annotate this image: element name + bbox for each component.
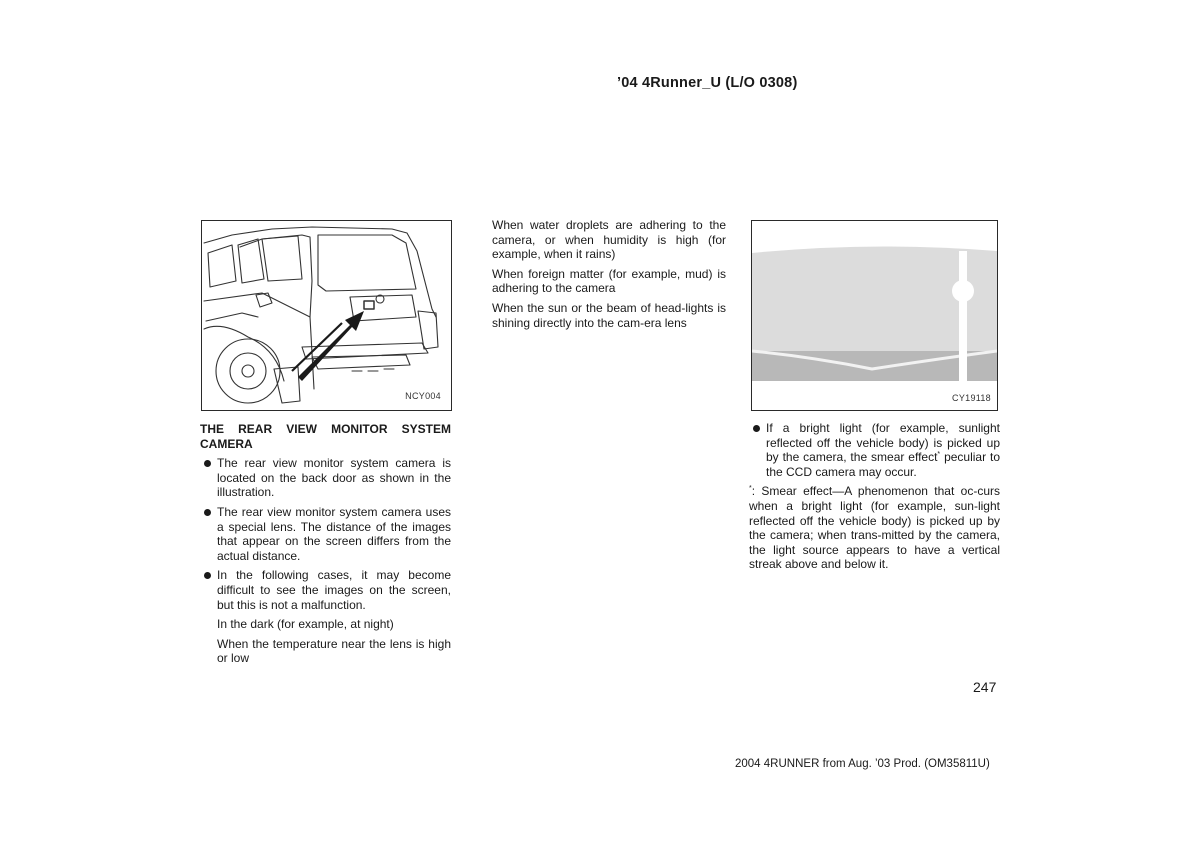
list-item: In the following cases, it may become difficult to see the images on the screen, but this is not a malfunction.: [200, 568, 451, 612]
page-header: ’04 4Runner_U (L/O 0308): [617, 75, 798, 91]
smear-effect-drawing: [752, 221, 997, 410]
left-column: [200, 422, 451, 671]
list-item: If a bright light (for example, sunlight reflected off the vehicle body) is picked up by the camera, the smear effect* peculiar to the CCD camera may occur.: [749, 421, 1000, 479]
section-heading: THE REAR VIEW MONITOR SYSTEM CAMERA: [200, 422, 451, 451]
bullet-icon: [204, 572, 211, 579]
bullet-icon: [753, 425, 760, 432]
case-item: When the temperature near the lens is high or low: [217, 636, 451, 666]
case-item: In the dark (for example, at night): [217, 617, 394, 632]
figure-code: NCY004: [405, 391, 441, 402]
footnote-mark: *: [749, 485, 752, 493]
page-footer: 2004 4RUNNER from Aug. ’03 Prod. (OM35811U): [735, 758, 990, 770]
footnote-reference: *: [937, 451, 941, 459]
vehicle-rear-drawing: [202, 221, 451, 410]
page-number: 247: [973, 679, 997, 695]
right-column: [749, 421, 1000, 577]
case-item: When the sun or the beam of head-lights is shining directly into the cam-era lens: [492, 300, 726, 330]
middle-column: [492, 218, 726, 335]
figure-code: CY19118: [952, 393, 991, 404]
case-item: When foreign matter (for example, mud) is adhering to the camera: [492, 266, 726, 296]
smear-effect-illustration: [751, 220, 998, 411]
bullet-icon: [204, 460, 211, 467]
list-item: The rear view monitor system camera is located on the back door as shown in the illustration.: [200, 456, 451, 500]
footnote: *: Smear effect—A phenomenon that oc-curs when a bright light (for example, sun-light reflected off the vehicle body) is picked up by the camera; when trans-mitted by the camera, the light source appears to have a vertical streak above and below it.: [749, 484, 1000, 572]
vehicle-rear-illustration: [201, 220, 452, 411]
list-item: The rear view monitor system camera uses a special lens. The distance of the images that appear on the screen differs from the actual distance.: [200, 505, 451, 563]
bullet-icon: [204, 509, 211, 516]
case-item: When water droplets are adhering to the camera, or when humidity is high (for example, when it rains): [492, 218, 726, 262]
